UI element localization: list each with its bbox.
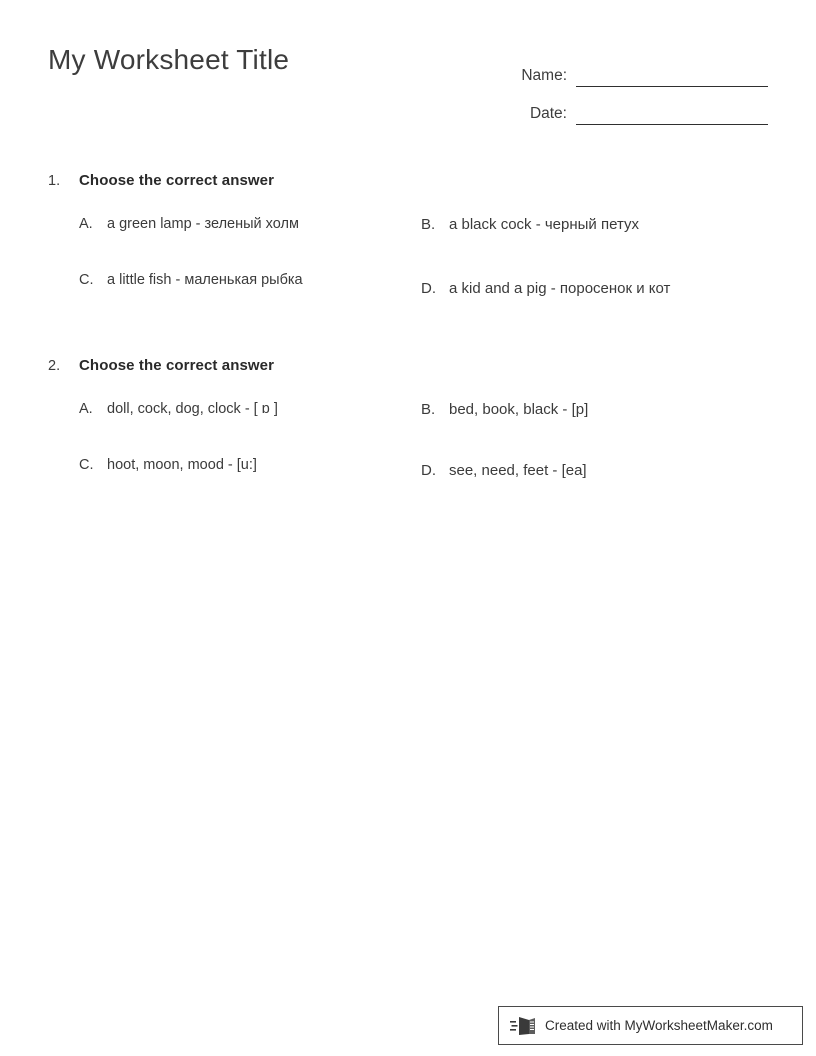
question-1-number: 1.	[48, 173, 61, 189]
option-text: bed, book, black - [p]	[449, 401, 589, 418]
option-text: doll, cock, dog, clock - [ ɒ ]	[107, 401, 278, 417]
question-2-prompt: Choose the correct answer	[79, 357, 275, 374]
option-text: a little fish - маленькая рыбка	[107, 272, 303, 288]
option-letter: C.	[79, 457, 94, 473]
option-letter: C.	[79, 272, 94, 288]
question-2	[48, 357, 768, 512]
option-letter: A.	[79, 216, 93, 232]
question-1-heading	[48, 172, 768, 189]
name-input-line[interactable]	[576, 66, 768, 87]
date-field-label: Date:	[529, 104, 567, 122]
question-2-option-d[interactable]	[421, 461, 766, 481]
question-1-prompt: Choose the correct answer	[79, 172, 275, 189]
option-text: see, need, feet - [ea]	[449, 462, 587, 479]
worksheet-maker-logo-icon	[510, 1015, 538, 1037]
option-letter: D.	[421, 280, 436, 297]
question-1-option-row-1	[48, 215, 768, 271]
question-1	[48, 172, 768, 327]
date-field-row	[468, 87, 768, 125]
name-field-row	[468, 49, 768, 87]
question-1-option-row-2	[48, 271, 768, 327]
question-2-option-row-2	[48, 456, 768, 512]
question-2-heading	[48, 357, 768, 374]
question-2-option-a[interactable]	[79, 400, 409, 420]
option-letter: D.	[421, 462, 436, 479]
created-with-badge[interactable]	[498, 1006, 803, 1045]
question-2-option-b[interactable]	[421, 400, 766, 420]
worksheet-header	[48, 44, 768, 130]
question-2-number: 2.	[48, 358, 61, 374]
question-1-option-b[interactable]	[421, 215, 766, 235]
question-2-option-c[interactable]	[79, 456, 409, 476]
questions-list	[48, 172, 768, 542]
option-text: a green lamp - зеленый холм	[107, 216, 299, 232]
question-1-option-c[interactable]	[79, 271, 409, 291]
student-info-fields	[468, 49, 768, 125]
question-2-options	[48, 400, 768, 512]
option-text: a black cock - черный петух	[449, 216, 639, 233]
name-field-label: Name:	[521, 66, 567, 84]
option-letter: A.	[79, 401, 93, 417]
option-text: hoot, moon, mood - [u:]	[107, 457, 257, 473]
option-letter: B.	[421, 401, 436, 418]
question-1-option-d[interactable]	[421, 279, 766, 299]
page-title: My Worksheet Title	[48, 44, 290, 75]
created-with-label: Created with MyWorksheetMaker.com	[545, 1018, 773, 1033]
option-letter: B.	[421, 216, 436, 233]
question-2-option-row-1	[48, 400, 768, 456]
question-1-options	[48, 215, 768, 327]
option-text: a kid and a pig - поросенок и кот	[449, 280, 671, 297]
question-1-option-a[interactable]	[79, 215, 409, 235]
date-input-line[interactable]	[576, 104, 768, 125]
